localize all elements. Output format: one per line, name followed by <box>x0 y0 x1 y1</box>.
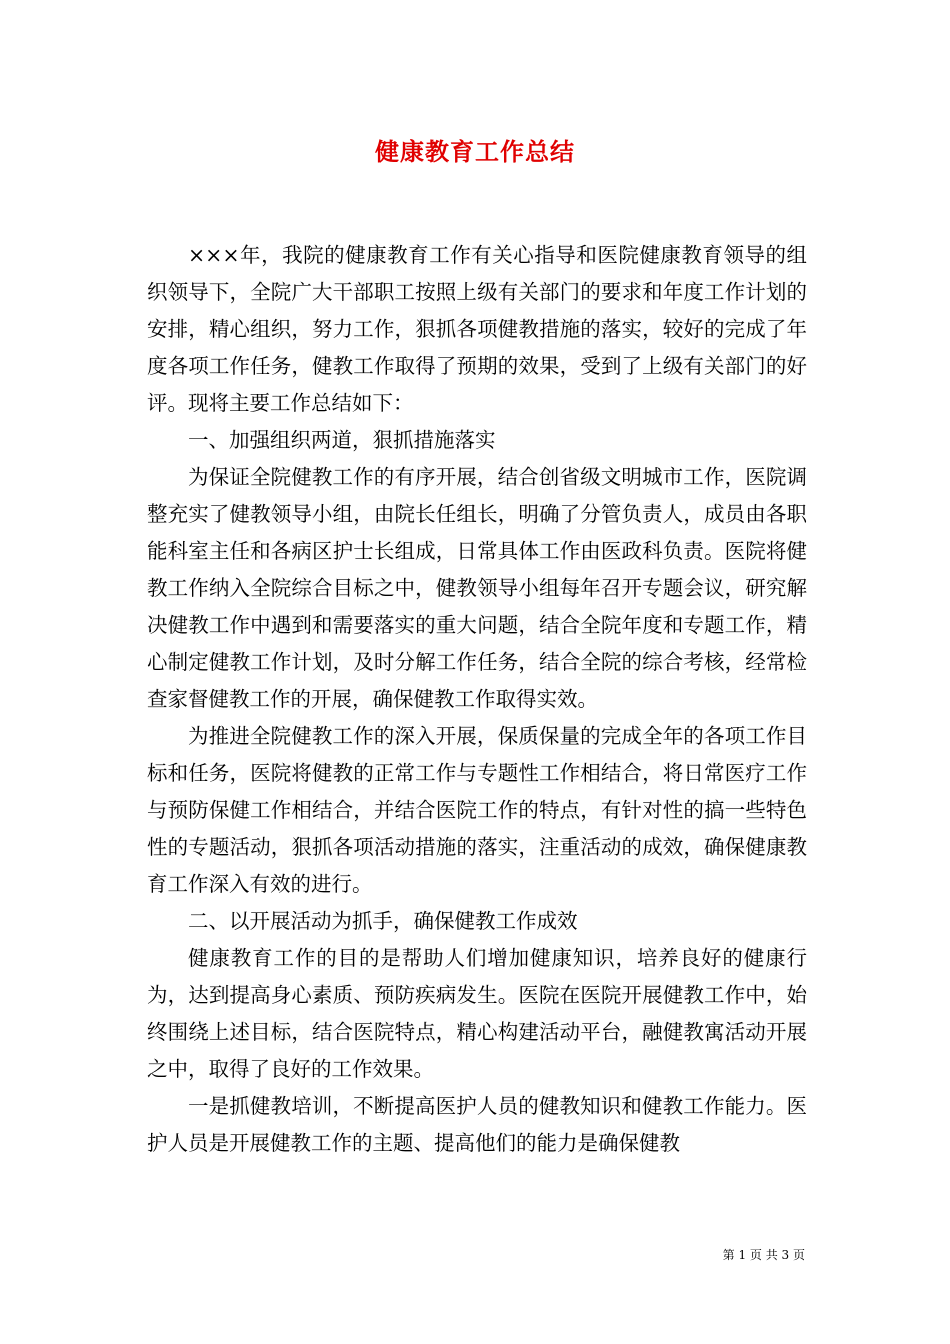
document-body <box>147 237 807 1162</box>
page-number-footer: 第 1 页 共 3 页 <box>722 1248 805 1262</box>
paragraph-purpose: 健康教育工作的目的是帮助人们增加健康知识，培养良好的健康行为，达到提高身心素质、预防疾病发生。医院在医院开展健教工作中，始终围绕上述目标，结合医院特点，精心构建活动平台，融健教寓活动开展之中，取得了良好的工作效果。 <box>147 946 807 1081</box>
paragraph-training: 一是抓健教培训，不断提高医护人员的健教知识和健教工作能力。医护人员是开展健教工作的主题、提高他们的能力是确保健教 <box>147 1094 807 1155</box>
paragraph-intro: ×××年，我院的健康教育工作有关心指导和医院健康教育领导的组织领导下，全院广大干部职工按照上级有关部门的要求和年度工作计划的安排，精心组织，努力工作，狠抓各项健教措施的落实，较好的完成了年度各项工作任务，健教工作取得了预期的效果，受到了上级有关部门的好评。现将主要工作总结如下： <box>147 243 807 415</box>
section-heading-1: 一、加强组织两道，狠抓措施落实 <box>188 428 496 452</box>
paragraph-organization: 为保证全院健教工作的有序开展，结合创省级文明城市工作，医院调整充实了健教领导小组，由院长任组长，明确了分管负责人，成员由各职能科室主任和各病区护士长组成，日常具体工作由医政科负责。医院将健教工作纳入全院综合目标之中，健教领导小组每年召开专题会议，研究解决健教工作中遇到和需要落实的重大问题，结合全院年度和专题工作，精心制定健教工作计划，及时分解工作任务，结合全院的综合考核，经常检查家督健教工作的开展，确保健教工作取得实效。 <box>147 465 807 711</box>
document-title: 健康教育工作总结 <box>375 137 575 166</box>
section-heading-2: 二、以开展活动为抓手，确保健教工作成效 <box>188 909 578 933</box>
paragraph-promotion: 为推进全院健教工作的深入开展，保质保量的完成全年的各项工作目标和任务，医院将健教的正常工作与专题性工作相结合，将日常医疗工作与预防保健工作相结合，并结合医院工作的特点，有针对性的搞一些特色性的专题活动，狠抓各项活动措施的落实，注重活动的成效，确保健康教育工作深入有效的进行。 <box>147 724 807 896</box>
